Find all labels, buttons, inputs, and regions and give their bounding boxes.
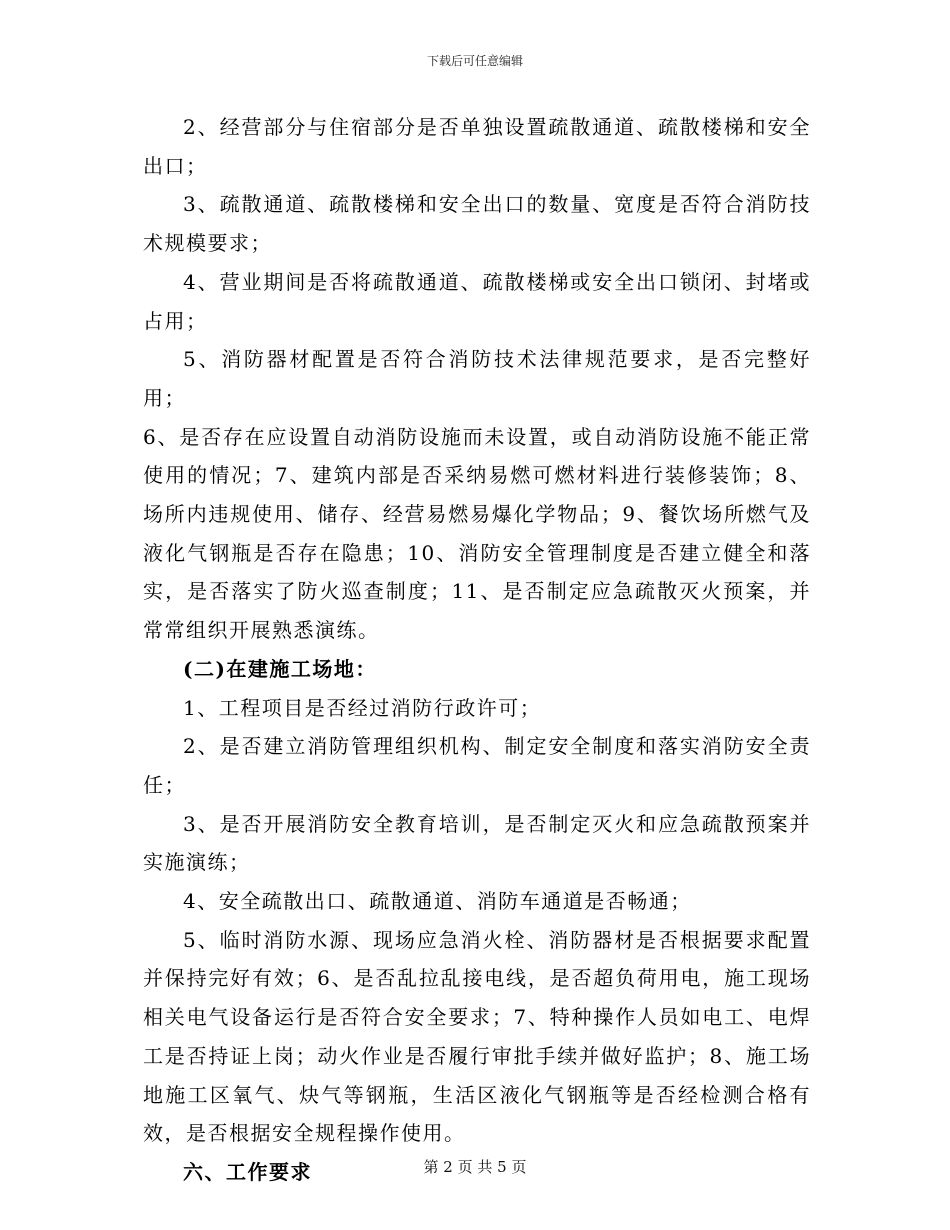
paragraph-site-item-2: 2、是否建立消防管理组织机构、制定安全制度和落实消防安全责任； xyxy=(143,734,811,797)
page-header xyxy=(0,53,950,69)
paragraph-site-item-4: 4、安全疏散出口、疏散通道、消防车通道是否畅通； xyxy=(183,889,692,914)
page-number: 第 2 页 共 5 页 xyxy=(423,1158,527,1176)
section-heading-construction-site: (二)在建施工场地： xyxy=(183,656,377,681)
paragraph-site-item-3: 3、是否开展消防安全教育培训，是否制定灭火和应急疏散预案并实施演练； xyxy=(143,811,811,875)
paragraph-site-item-1: 1、工程项目是否经过消防行政许可； xyxy=(183,695,542,720)
paragraph-site-items-5-8: 5、临时消防水源、现场应急消火栓、消防器材是否根据要求配置并保持完好有效；6、是否乱拉乱接电线，是否超负荷用电，施工现场相关电气设备运行是否符合安全要求；7、特种操作人员如电工、电焊工是否持证上岗；动火作业是否履行审批手续并做好监护；8、施工场地施工区氧气、炔气等钢瓶，生活区液化气钢瓶等是否经检测合格有效，是否根据安全规程操作使用。 xyxy=(143,927,811,1146)
paragraph-items-6-11: 6、是否存在应设置自动消防设施而未设置，或自动消防设施不能正常使用的情况；7、建筑内部是否采纳易燃可燃材料进行装修装饰；8、场所内违规使用、储存、经营易燃易爆化学物品；9、餐饮场所燃气及液化气钢瓶是否存在隐患；10、消防安全管理制度是否建立健全和落实，是否落实了防火巡查制度；11、是否制定应急疏散灭火预案，并常常组织开展熟悉演练。 xyxy=(143,424,811,643)
section-heading-work-requirements: 六、工作要求 xyxy=(183,1159,312,1184)
paragraph-item-5: 5、消防器材配置是否符合消防技术法律规范要求，是否完整好用； xyxy=(143,347,811,410)
paragraph-item-3: 3、疏散通道、疏散楼梯和安全出口的数量、宽度是否符合消防技术规模要求； xyxy=(143,192,811,256)
header-note: 下载后可任意编辑 xyxy=(426,54,523,68)
document-body xyxy=(143,108,811,1192)
page-footer xyxy=(0,1157,950,1177)
paragraph-item-4: 4、营业期间是否将疏散通道、疏散楼梯或安全出口锁闭、封堵或占用； xyxy=(143,269,811,333)
paragraph-item-2: 2、经营部分与住宿部分是否单独设置疏散通道、疏散楼梯和安全出口； xyxy=(143,115,811,178)
